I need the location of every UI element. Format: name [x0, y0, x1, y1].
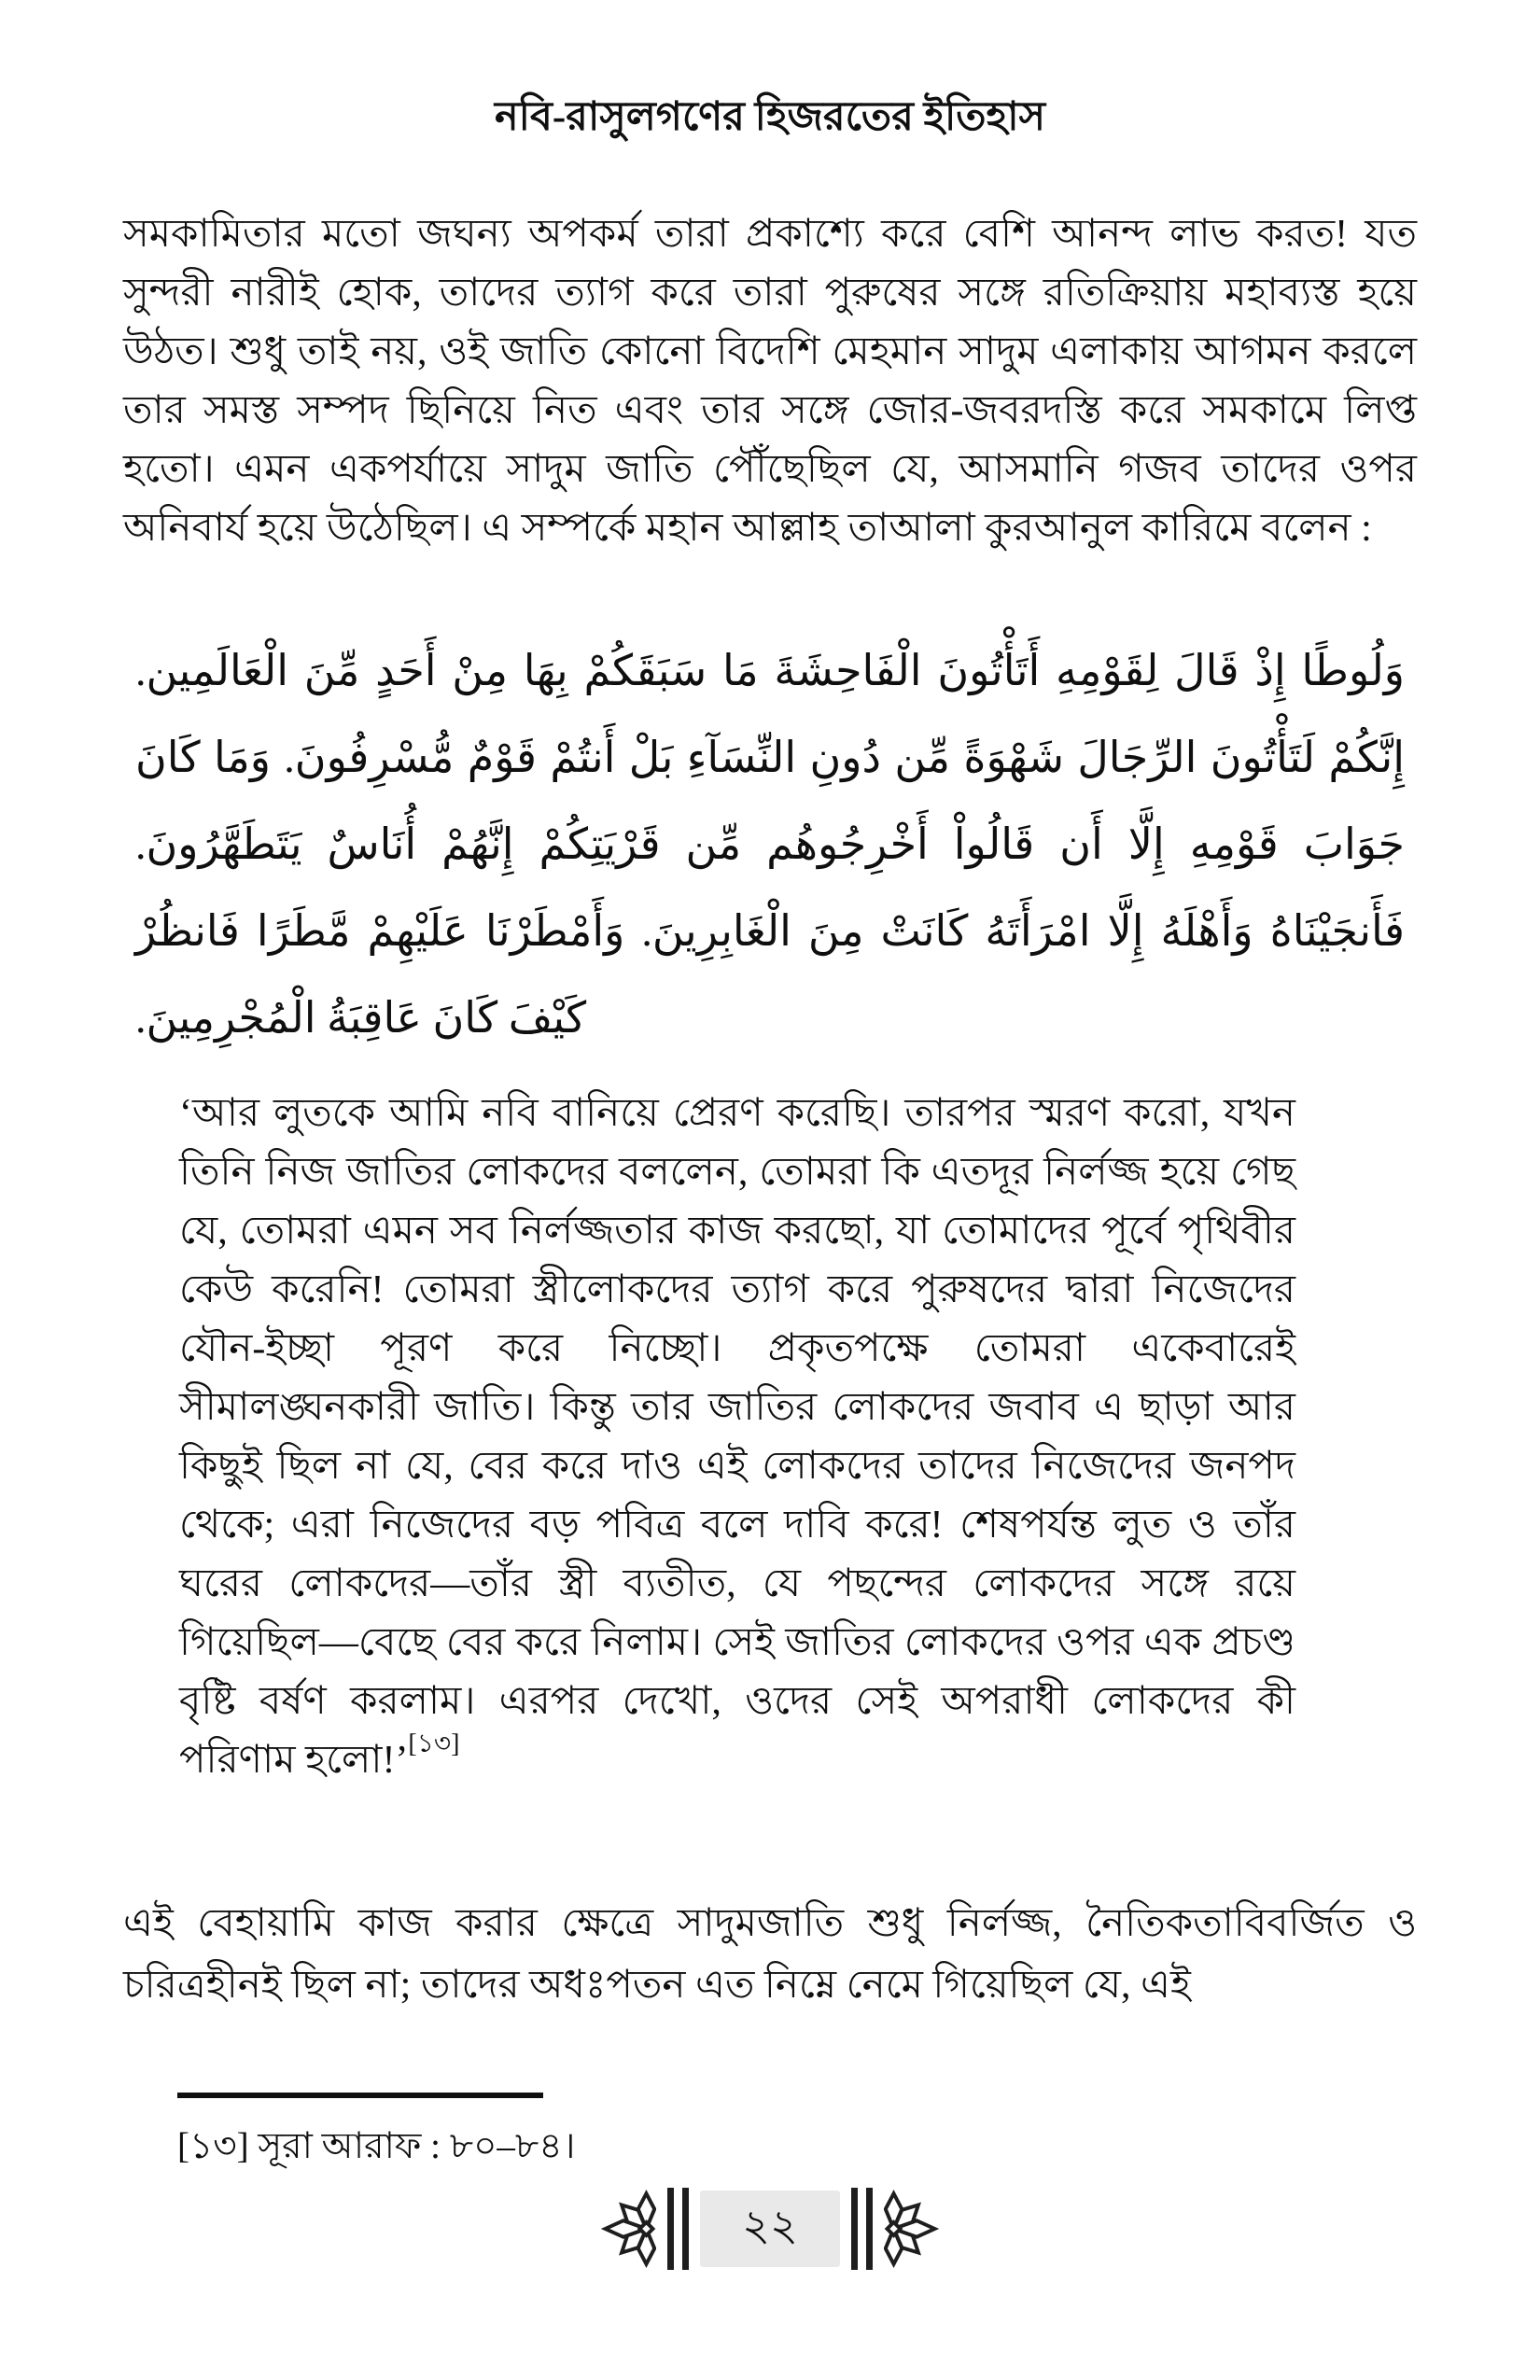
- quote-text: ‘আর লুতকে আমি নবি বানিয়ে প্রেরণ করেছি। তারপর স্মরণ করো, যখন তিনি নিজ জাতির লোকদের বললেন, তোমরা কি এতদূর নির্লজ্জ হয়ে গেছ যে, তোমরা এমন সব নির্লজ্জতার কাজ করছো, যা তোমাদের পূর্বে পৃথিবীর কেউ করেনি! তোমরা স্ত্রীলোকদের ত্যাগ করে পুরুষদের দ্বারা নিজেদের যৌন-ইচ্ছা পূরণ করে নিচ্ছো। প্রকৃতপক্ষে তোমরা একেবারেই সীমালঙ্ঘনকারী জাতি। কিন্তু তার জাতির লোকদের জবাব এ ছাড়া আর কিছুই ছিল না যে, বের করে দাও এই লোকদের তাদের নিজেদের জনপদ থেকে; এরা নিজেদের বড় পবিত্র বলে দাবি করে! শেষপর্যন্ত লুত ও তাঁর ঘরের লোকদের—তাঁর স্ত্রী ব্যতীত, যে পছন্দের লোকদের সঙ্গে রয়ে গিয়েছিল—বেছে বের করে নিলাম। সেই জাতির লোকদের ওপর এক প্রচণ্ড বৃষ্টি বর্ষণ করলাম। এরপর দেখো, ওদের সেই অপরাধী লোকদের কী পরিণাম হলো!’: [179, 1092, 1295, 1782]
- footnote-area: [177, 2093, 575, 2171]
- ornament-bar: [667, 2188, 674, 2270]
- ornament-bar: [866, 2188, 873, 2270]
- footnote-marker: [১৩]: [177, 2126, 249, 2166]
- footnote-text: সূরা আরাফ : ৮০–৮৪।: [258, 2126, 576, 2166]
- ornament-bar: [851, 2188, 858, 2270]
- page-number: ২২: [700, 2191, 840, 2267]
- footnote-divider: [177, 2093, 543, 2098]
- translation-quote: [179, 1085, 1295, 1790]
- page-title: নবি-রাসুলগণের হিজরতের ইতিহাস: [494, 95, 1045, 139]
- paragraph-intro: সমকামিতার মতো জঘন্য অপকর্ম তারা প্রকাশ্যে করে বেশি আনন্দ লাভ করত! যত সুন্দরী নারীই হোক, তাদের ত্যাগ করে তারা পুরুষের সঙ্গে রতিক্রিয়ায় মহাব্যস্ত হয়ে উঠত। শুধু তাই নয়, ওই জাতি কোনো বিদেশি মেহমান সাদুম এলাকায় আগমন করলে তার সমস্ত সম্পদ ছিনিয়ে নিত এবং তার সঙ্গে জোর-জবরদস্তি করে সমকামে লিপ্ত হতো। এমন একপর্যায়ে সাদুম জাতি পৌঁছেছিল যে, আসমানি গজব তাদের ওপর অনিবার্য হয়ে উঠেছিল। এ সম্পর্কে মহান আল্লাহ তাআলা কুরআনুল কারিমে বলেন :: [123, 213, 1417, 550]
- ornament-bar: [682, 2188, 689, 2270]
- flower-ornament-left-icon: [595, 2188, 656, 2270]
- arabic-verse: وَلُوطًا إِذْ قَالَ لِقَوْمِهِ أَتَأْتُونَ الْفَاحِشَةَ مَا سَبَقَكُمْ بِهَا مِنْ أَحَدٍ مِّنَ الْعَالَمِين. إِنَّكُمْ لَتَأْتُونَ الرِّجَالَ شَهْوَةً مِّن دُونِ النِّسَآءِ بَلْ أَنتُمْ قَوْمٌ مُّسْرِفُونَ. وَمَا كَانَ جَوَابَ قَوْمِهِ إِلَّا أَن قَالُواْ أَخْرِجُوهُم مِّن قَرْيَتِكُمْ إِنَّهُمْ أُنَاسٌ يَتَطَهَّرُونَ. فَأَنجَيْنَاهُ وَأَهْلَهُ إِلَّا امْرَأَتَهُ كَانَتْ مِنَ الْغَابِرِينَ. وَأَمْطَرْنَا عَلَيْهِمْ مَّطَرًا فَانظُرْ كَيْفَ كَانَ عَاقِبَةُ الْمُجْرِمِينَ.: [135, 647, 1405, 1042]
- ornament-bars-right: [851, 2188, 873, 2270]
- page-footer: [0, 2188, 1540, 2270]
- footnote-line: [177, 2122, 575, 2171]
- footnote-ref: [১৩]: [408, 1729, 460, 1758]
- paragraph-closing: এই বেহায়ামি কাজ করার ক্ষেত্রে সাদুমজাতি শুধু নির্লজ্জ, নৈতিকতাবিবর্জিত ও চরিত্রহীনই ছিল না; তাদের অধঃপতন এত নিম্নে নেমে গিয়েছিল যে, এই: [123, 1902, 1417, 2007]
- flower-ornament-right-icon: [884, 2188, 945, 2270]
- ornament-bars-left: [667, 2188, 689, 2270]
